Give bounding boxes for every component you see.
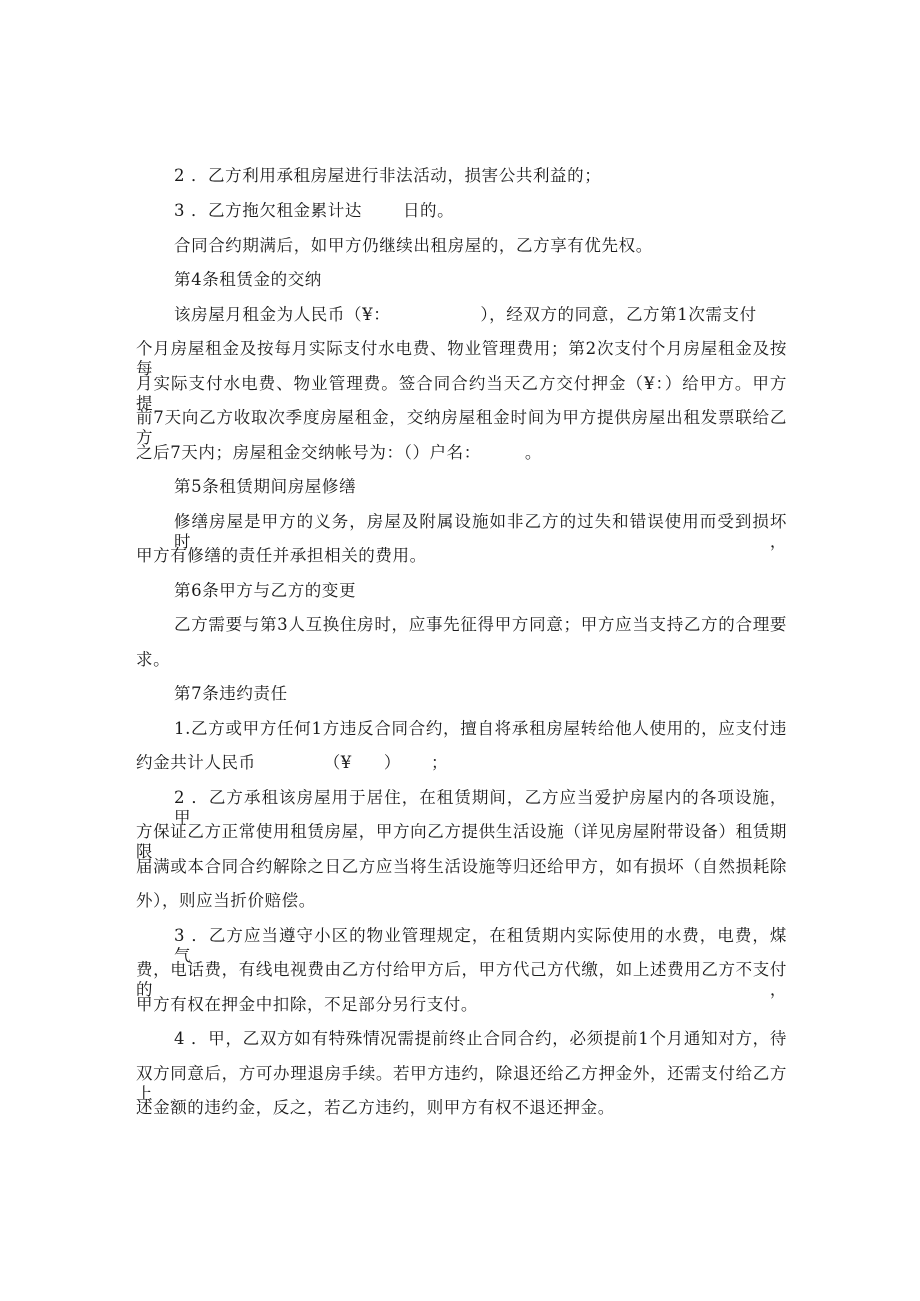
- repair-paragraph-line-2: 甲方有修缮的责任并承担相关的费用。: [136, 546, 427, 565]
- article-4-heading: 第4条租赁金的交纳: [174, 270, 322, 289]
- breach-2-line-4: 外），则应当折价赔偿。: [136, 891, 316, 910]
- rent-paragraph-line-3: 前7天向乙方收取次季度房屋租金，交纳房屋租金时间为甲方提供房屋出租发票联给乙方: [136, 408, 787, 447]
- exchange-paragraph-line-1: 乙方需要与第3人互换住房时，应事先征得甲方同意；甲方应当支持乙方的合理要: [174, 615, 787, 634]
- breach-3-line-1: 3 ．乙方应当遵守小区的物业管理规定，在租赁期内实际使用的水费，电费，煤气: [174, 926, 787, 965]
- rent-account-line: 之后7天内；房屋租金交纳帐号为：（）户名： 。: [136, 443, 542, 462]
- breach-2-line-2: 方保证乙方正常使用租赁房屋，甲方向乙方提供生活设施（详见房屋附带设备）租赁期限: [136, 822, 787, 861]
- breach-4-line-1: 4 ．甲，乙双方如有特殊情况需提前终止合同合约，必须提前1个月通知对方，待: [174, 1029, 787, 1048]
- clause-3-line: 3 ．乙方拖欠租金累计达 日的。: [174, 201, 455, 220]
- rent-amount-line: 该房屋月租金为人民币（¥： ），经双方的同意，乙方第1次需支付: [174, 305, 757, 324]
- breach-3-line-2: 费，电话费，有线电视费由乙方付给甲方后，甲方代己方代缴，如上述费用乙方不支付的，: [136, 960, 787, 999]
- breach-4-line-3: 述金额的违约金，反之，若乙方违约，则甲方有权不退还押金。: [136, 1098, 615, 1117]
- exchange-paragraph-line-2: 求。: [136, 650, 171, 669]
- rent-paragraph-line-1: 个月房屋租金及按每月实际支付水电费、物业管理费用；第2次支付个月房屋租金及按每: [136, 339, 787, 378]
- renewal-priority-line: 合同合约期满后，如甲方仍继续出租房屋的，乙方享有优先权。: [174, 236, 653, 255]
- breach-3-line-3: 甲方有权在押金中扣除，不足部分另行支付。: [136, 995, 478, 1014]
- article-5-heading: 第5条租赁期间房屋修缮: [174, 477, 357, 496]
- repair-paragraph-line-1: 修缮房屋是甲方的义务，房屋及附属设施如非乙方的过失和错误使用而受到损坏时，: [174, 512, 787, 551]
- breach-2-line-1: 2 ．乙方承租该房屋用于居住，在租赁期间，乙方应当爱护房屋内的各项设施，甲: [174, 788, 787, 827]
- clause-2-line: 2 ．乙方利用承租房屋进行非法活动，损害公共利益的；: [174, 166, 602, 185]
- article-7-heading: 第7条违约责任: [174, 684, 288, 703]
- breach-4-line-2: 双方同意后，方可办理退房手续。若甲方违约，除退还给乙方押金外，还需支付给乙方上: [136, 1064, 787, 1103]
- rent-paragraph-line-2: 月实际支付水电费、物业管理费。签合同合约当天乙方交付押金（¥：）给甲方。甲方提: [136, 374, 787, 413]
- breach-2-line-3: 届满或本合同合约解除之日乙方应当将生活设施等归还给甲方，如有损坏（自然损耗除: [136, 857, 787, 876]
- article-6-heading: 第6条甲方与乙方的变更: [174, 581, 357, 600]
- breach-1-line-1: 1.乙方或甲方任何1方违反合同合约，擅自将承租房屋转给他人使用的，应支付违: [174, 719, 787, 738]
- breach-1-line-2: 约金共计人民币 （¥ ） ；: [136, 753, 449, 772]
